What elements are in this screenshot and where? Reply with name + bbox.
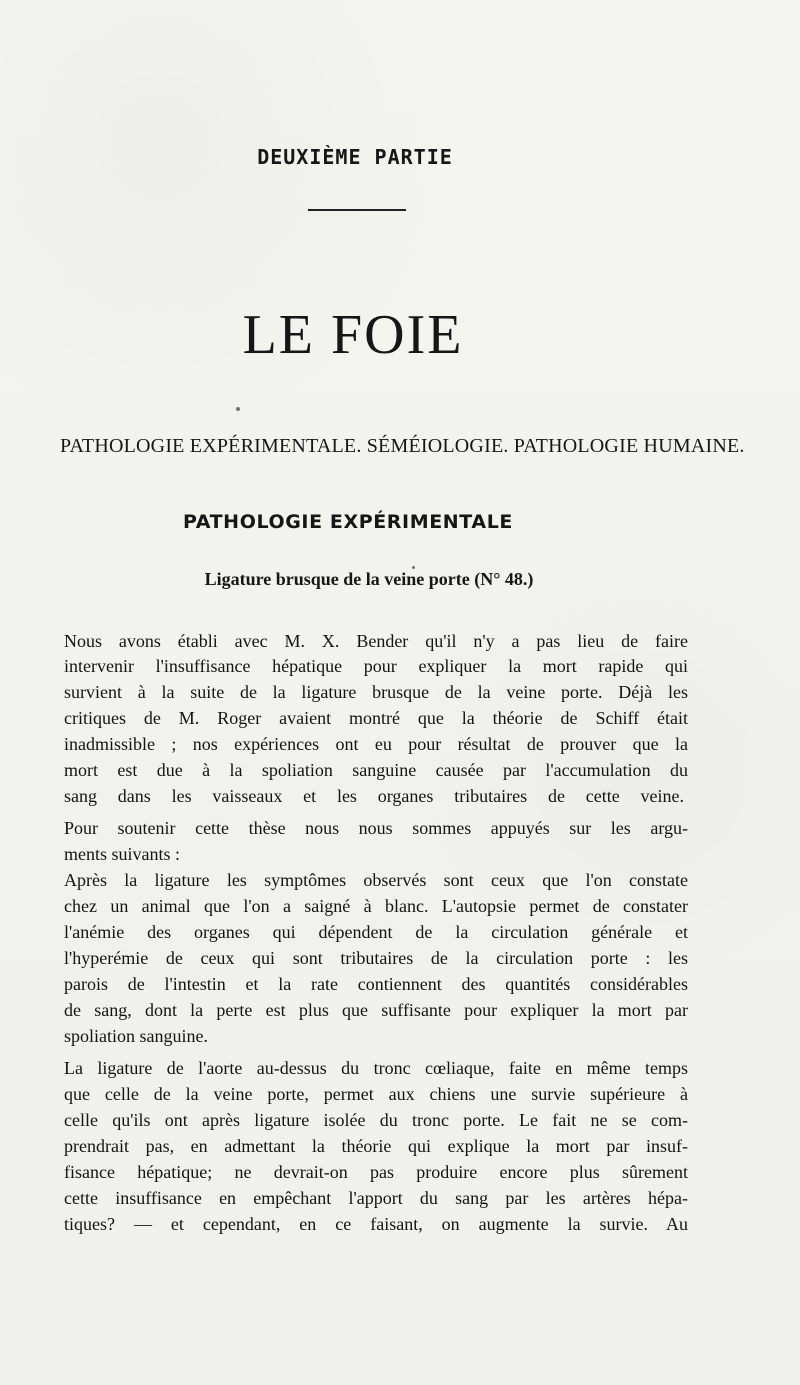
body-line-17: La ligature de l'aorte au-dessus du tronc cœliaque, faite en même temps	[64, 1058, 688, 1078]
body-line-5: inadmissible ; nos expériences ont eu pour résultat de prouver que la	[64, 734, 688, 754]
body-line-6: mort est due à la spoliation sanguine causée par l'accumulation du	[64, 760, 688, 780]
print-mark	[236, 407, 240, 411]
body-line-2: intervenir l'insuffisance hépatique pour expliquer la mort rapide qui	[64, 656, 688, 676]
body-line-3: survient à la suite de la ligature brusque de la veine porte. Déjà les	[64, 682, 688, 702]
body-line-20: prendrait pas, en admettant la théorie qui explique la mort par insuf-	[64, 1136, 688, 1156]
body-line-14: parois de l'intestin et la rate contiennent des quantités considérables	[64, 974, 688, 994]
body-line-11: chez un animal que l'on a saigné à blanc. L'autopsie permet de constater	[64, 896, 688, 916]
body-line-4: critiques de M. Roger avaient montré que la théorie de Schiff était	[64, 708, 688, 728]
body-line-16: spoliation sanguine.	[64, 1026, 208, 1046]
body-line-9: ments suivants :	[64, 844, 180, 864]
body-line-15: de sang, dont la perte est plus que suffisante pour expliquer la mort par	[64, 1000, 688, 1020]
body-line-23: tiques? — et cependant, en ce faisant, on augmente la survie. Au	[64, 1214, 688, 1234]
body-line-18: que celle de la veine porte, permet aux chiens une survie supérieure à	[64, 1084, 688, 1104]
body-line-1: Nous avons établi avec M. X. Bender qu'il n'y a pas lieu de faire	[64, 631, 688, 651]
subheading: Ligature brusque de la veine porte (N° 48.)	[204, 569, 534, 589]
body-line-13: l'hyperémie de ceux qui sont tributaires de la circulation porte : les	[64, 948, 688, 968]
body-line-8: Pour soutenir cette thèse nous nous sommes appuyés sur les argu-	[64, 818, 688, 838]
title-divider	[308, 209, 406, 211]
main-title: LE FOIE	[242, 304, 464, 366]
body-line-12: l'anémie des organes qui dépendent de la circulation générale et	[64, 922, 688, 942]
body-line-7: sang dans les vaisseaux et les organes tributaires de cette veine.	[64, 786, 684, 806]
part-title: DEUXIÈME PARTIE	[257, 145, 453, 169]
subtitle: PATHOLOGIE EXPÉRIMENTALE. SÉMÉIOLOGIE. PATHOLOGIE HUMAINE.	[60, 435, 745, 457]
section-title: PATHOLOGIE EXPÉRIMENTALE	[183, 511, 513, 533]
body-line-19: celle qu'ils ont après ligature isolée du tronc porte. Le fait ne se com-	[64, 1110, 688, 1130]
body-line-10: Après la ligature les symptômes observés sont ceux que l'on constate	[64, 870, 688, 890]
body-line-22: cette insuffisance en empêchant l'apport du sang par les artères hépa-	[64, 1188, 688, 1208]
body-line-21: fisance hépatique; ne devrait-on pas produire encore plus sûrement	[64, 1162, 688, 1182]
